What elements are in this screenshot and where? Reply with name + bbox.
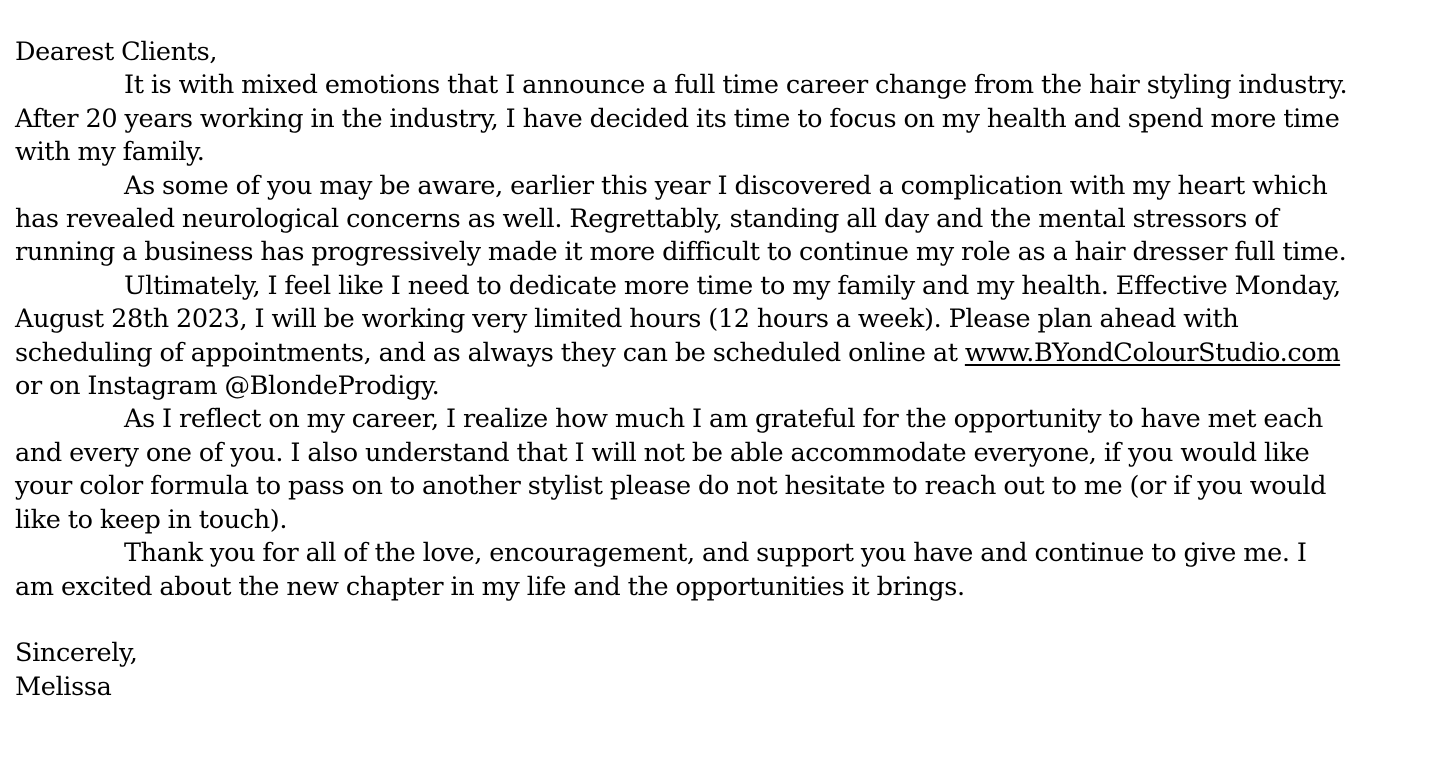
paragraph-line: It is with mixed emotions that I announce a full time career change from the hair styling industry.: [124, 70, 1348, 101]
closing: Sincerely,: [15, 638, 138, 669]
paragraph-line: Thank you for all of the love, encouragement, and support you have and continue to give me. I: [124, 538, 1307, 569]
paragraph-line: running a business has progressively made it more difficult to continue my role as a hair dresser full time.: [15, 237, 1347, 268]
paragraph-line: After 20 years working in the industry, I have decided its time to focus on my health and spend more time: [15, 103, 1340, 134]
paragraph-line: or on Instagram @BlondeProdigy.: [15, 371, 440, 402]
paragraph-line: Ultimately, I feel like I need to dedicate more time to my family and my health. Effective Monday,: [124, 270, 1341, 301]
paragraph-line-text: scheduling of appointments, and as always they can be scheduled online at: [15, 337, 965, 368]
paragraph-line: As I reflect on my career, I realize how much I am grateful for the opportunity to have met each: [124, 404, 1323, 435]
paragraph-line: like to keep in touch).: [15, 504, 288, 535]
paragraph-schedule: [15, 270, 1426, 404]
signature: Melissa: [15, 671, 112, 702]
paragraph-line: August 28th 2023, I will be working very limited hours (12 hours a week). Please plan ahead with: [15, 304, 1239, 335]
paragraph-line: your color formula to pass on to another stylist please do not hesitate to reach out to me (or if you would: [15, 471, 1327, 502]
paragraph-career-change: [15, 69, 1426, 169]
paragraph-line: As some of you may be aware, earlier this year I discovered a complication with my heart which: [124, 170, 1328, 201]
paragraph-line: am excited about the new chapter in my life and the opportunities it brings.: [15, 571, 965, 602]
paragraph-line: with my family.: [15, 137, 205, 168]
paragraph-gratitude: [15, 403, 1426, 537]
salutation: Dearest Clients,: [15, 37, 218, 67]
paragraph-health: [15, 170, 1426, 270]
website-link[interactable]: www.BYondColourStudio.com: [964, 337, 1341, 368]
paragraph-line: and every one of you. I also understand that I will not be able accommodate everyone, if you would like: [15, 437, 1310, 468]
paragraph-line: [15, 337, 1426, 370]
paragraph-thanks: [15, 537, 1426, 604]
paragraph-line: has revealed neurological concerns as well. Regrettably, standing all day and the mental stressors of: [15, 204, 1279, 235]
blank-line: [15, 604, 1426, 637]
